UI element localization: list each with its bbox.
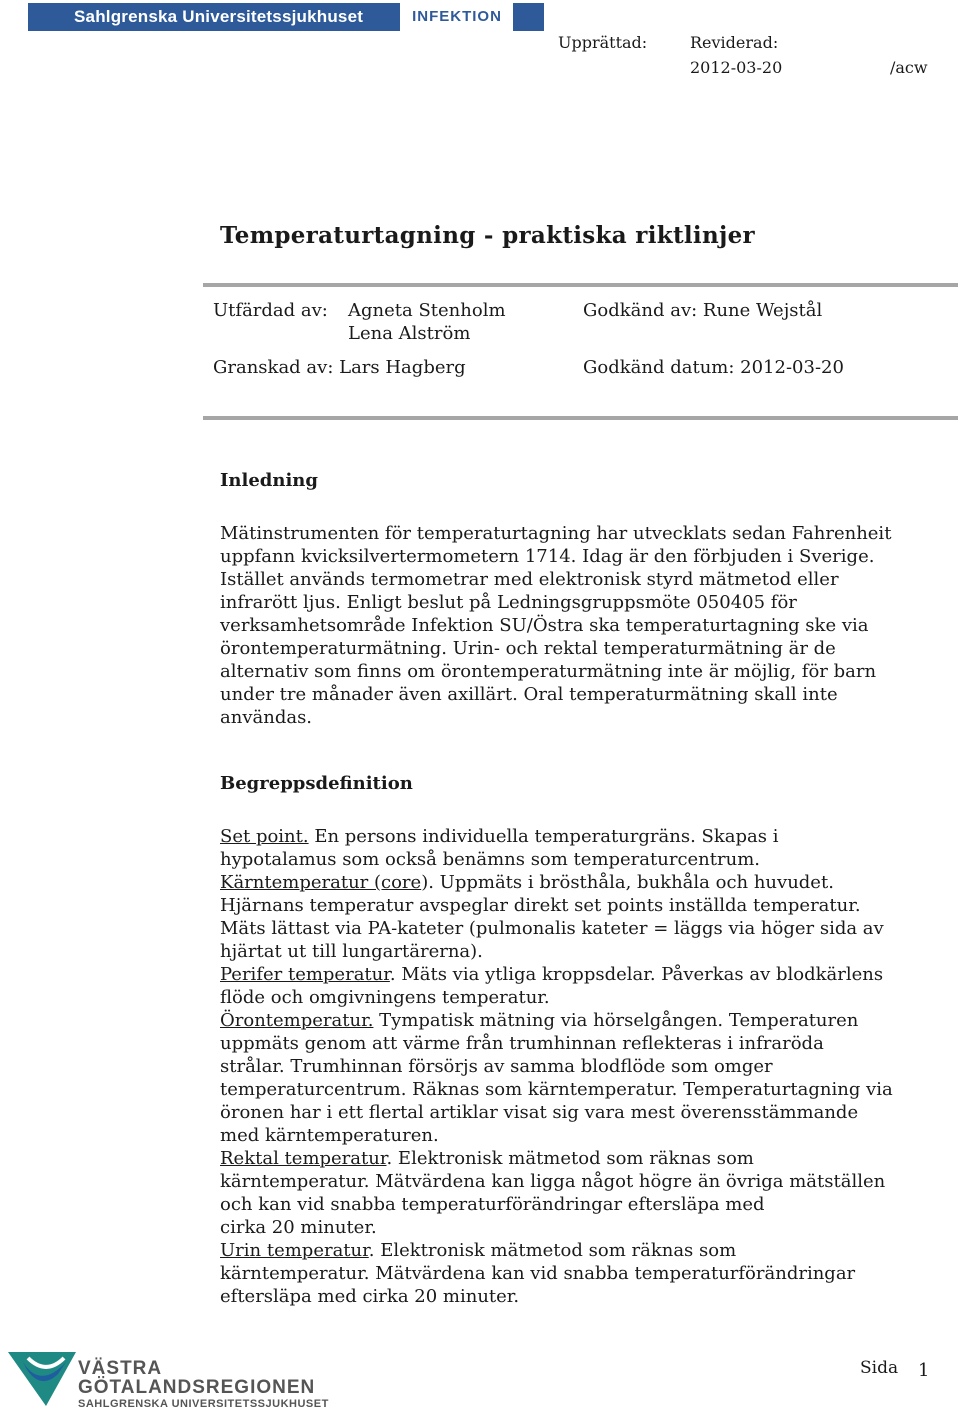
utfardad-name-1: Agneta Stenholm	[348, 300, 506, 321]
text-line: Mätinstrumenten för temperaturtagning har utvecklats sedan Fahrenheit	[220, 523, 892, 544]
definition-urin	[220, 1239, 935, 1262]
granskad-av: Granskad av: Lars Hagberg	[213, 357, 466, 378]
text-line: flöde och omgivningens temperatur.	[220, 987, 550, 1008]
term-rektal: Rektal temperatur	[220, 1148, 387, 1169]
text-line: kärntemperatur. Mätvärdena kan vid snabba temperaturförändringar	[220, 1263, 856, 1284]
term-set-point: Set point.	[220, 826, 309, 847]
inledning-paragraph	[220, 522, 935, 729]
definition-orontemperatur	[220, 1009, 935, 1032]
utfardad-name-2: Lena Alström	[348, 323, 471, 344]
definition-text: Tympatisk mätning via hörselgången. Temperaturen	[373, 1010, 859, 1031]
text-line: hypotalamus som också benämns som temperaturcentrum.	[220, 849, 760, 870]
section-label: INFEKTION	[403, 3, 511, 31]
definition-text: . Elektronisk mätmetod som räknas som	[386, 1148, 754, 1169]
document-title: Temperaturtagning - praktiska riktlinjer	[220, 222, 755, 249]
term-perifer: Perifer temperatur	[220, 964, 390, 985]
text-line: cirka 20 minuter.	[220, 1217, 377, 1238]
definition-text: . Elektronisk mätmetod som räknas som	[368, 1240, 737, 1261]
banner-square	[513, 3, 544, 31]
text-line: Istället används termometrar med elektronisk styrd mätmetod eller	[220, 569, 839, 590]
vgr-logo	[6, 1348, 78, 1414]
text-line: uppmäts genom att värme från trumhinnan reflekteras i infraröda	[220, 1033, 824, 1054]
text-line: Hjärnans temperatur avspeglar direkt set points inställda temperatur.	[220, 895, 861, 916]
heading-begreppsdefinition: Begreppsdefinition	[220, 773, 413, 794]
definition-rektal	[220, 1147, 935, 1170]
upprattad-label: Upprättad:	[558, 33, 648, 52]
text-line: med kärntemperaturen.	[220, 1125, 439, 1146]
definition-karntemperatur	[220, 871, 935, 894]
godkand-datum: Godkänd datum: 2012-03-20	[583, 357, 844, 378]
text-line: användas.	[220, 707, 313, 728]
godkand-av: Godkänd av: Rune Wejstål	[583, 300, 823, 321]
signature: /acw	[890, 58, 928, 77]
text-line: alternativ som finns om örontemperaturmätning inte är möjlig, för barn	[220, 661, 877, 682]
definition-text: . Mäts via ytliga kroppsdelar. Påverkas av blodkärlens	[389, 964, 884, 985]
term-orontemperatur: Örontemperatur.	[220, 1010, 374, 1031]
text-line: och kan vid snabba temperaturförändringar eftersläpa med	[220, 1194, 765, 1215]
text-line: kärntemperatur. Mätvärdena kan ligga något högre än övriga mätställen	[220, 1171, 886, 1192]
text-line: infrarött ljus. Enligt beslut på Ledningsgruppsmöte 050405 för	[220, 592, 797, 613]
divider-top	[203, 283, 958, 287]
term-karntemperatur: Kärntemperatur (core	[220, 872, 422, 893]
text-line: uppfann kvicksilvertermometern 1714. Idag är den förbjuden i Sverige.	[220, 546, 875, 567]
page-label: Sida	[860, 1358, 899, 1378]
divider-bottom	[203, 416, 958, 420]
text-line: Mäts lättast via PA-kateter (pulmonalis kateter = läggs via höger sida av	[220, 918, 884, 939]
logo-text-vastra: VÄSTRA	[78, 1358, 163, 1379]
definition-set-point	[220, 825, 935, 848]
text-line: strålar. Trumhinnan försörjs av samma blodflöde som omger	[220, 1056, 773, 1077]
text-line: verksamhetsområde Infektion SU/Östra ska temperaturtagning ske via	[220, 615, 869, 636]
hospital-banner	[28, 3, 400, 31]
text-line: örontemperaturmätning. Urin- och rektal temperaturmätning är de	[220, 638, 836, 659]
heading-inledning: Inledning	[220, 470, 318, 491]
page-number: 1	[918, 1360, 930, 1381]
text-line: öronen har i ett flertal artiklar visat sig vara mest överensstämmande	[220, 1102, 859, 1123]
vgr-logo-icon	[6, 1348, 78, 1410]
definition-perifer	[220, 963, 935, 986]
hospital-name: Sahlgrenska Universitetssjukhuset	[74, 7, 364, 26]
reviderad-date: 2012-03-20	[690, 58, 783, 77]
utfardad-label: Utfärdad av:	[213, 300, 328, 321]
definitions-list	[220, 825, 935, 1308]
reviderad-label: Reviderad:	[690, 33, 779, 52]
text-line: temperaturcentrum. Räknas som kärntemperatur. Temperaturtagning via	[220, 1079, 893, 1100]
term-urin: Urin temperatur	[220, 1240, 369, 1261]
text-line: eftersläpa med cirka 20 minuter.	[220, 1286, 520, 1307]
text-line: hjärtat ut till lungartärerna).	[220, 941, 483, 962]
logo-text-gotalandsregionen: GÖTALANDSREGIONEN	[78, 1377, 316, 1398]
text-line: under tre månader även axillärt. Oral temperaturmätning skall inte	[220, 684, 838, 705]
logo-text-sahlgrenska: SAHLGRENSKA UNIVERSITETSSJUKHUSET	[78, 1398, 329, 1410]
definition-text: ). Uppmäts i brösthåla, bukhåla och huvudet.	[421, 872, 834, 893]
definition-text: En persons individuella temperaturgräns. Skapas i	[308, 826, 779, 847]
